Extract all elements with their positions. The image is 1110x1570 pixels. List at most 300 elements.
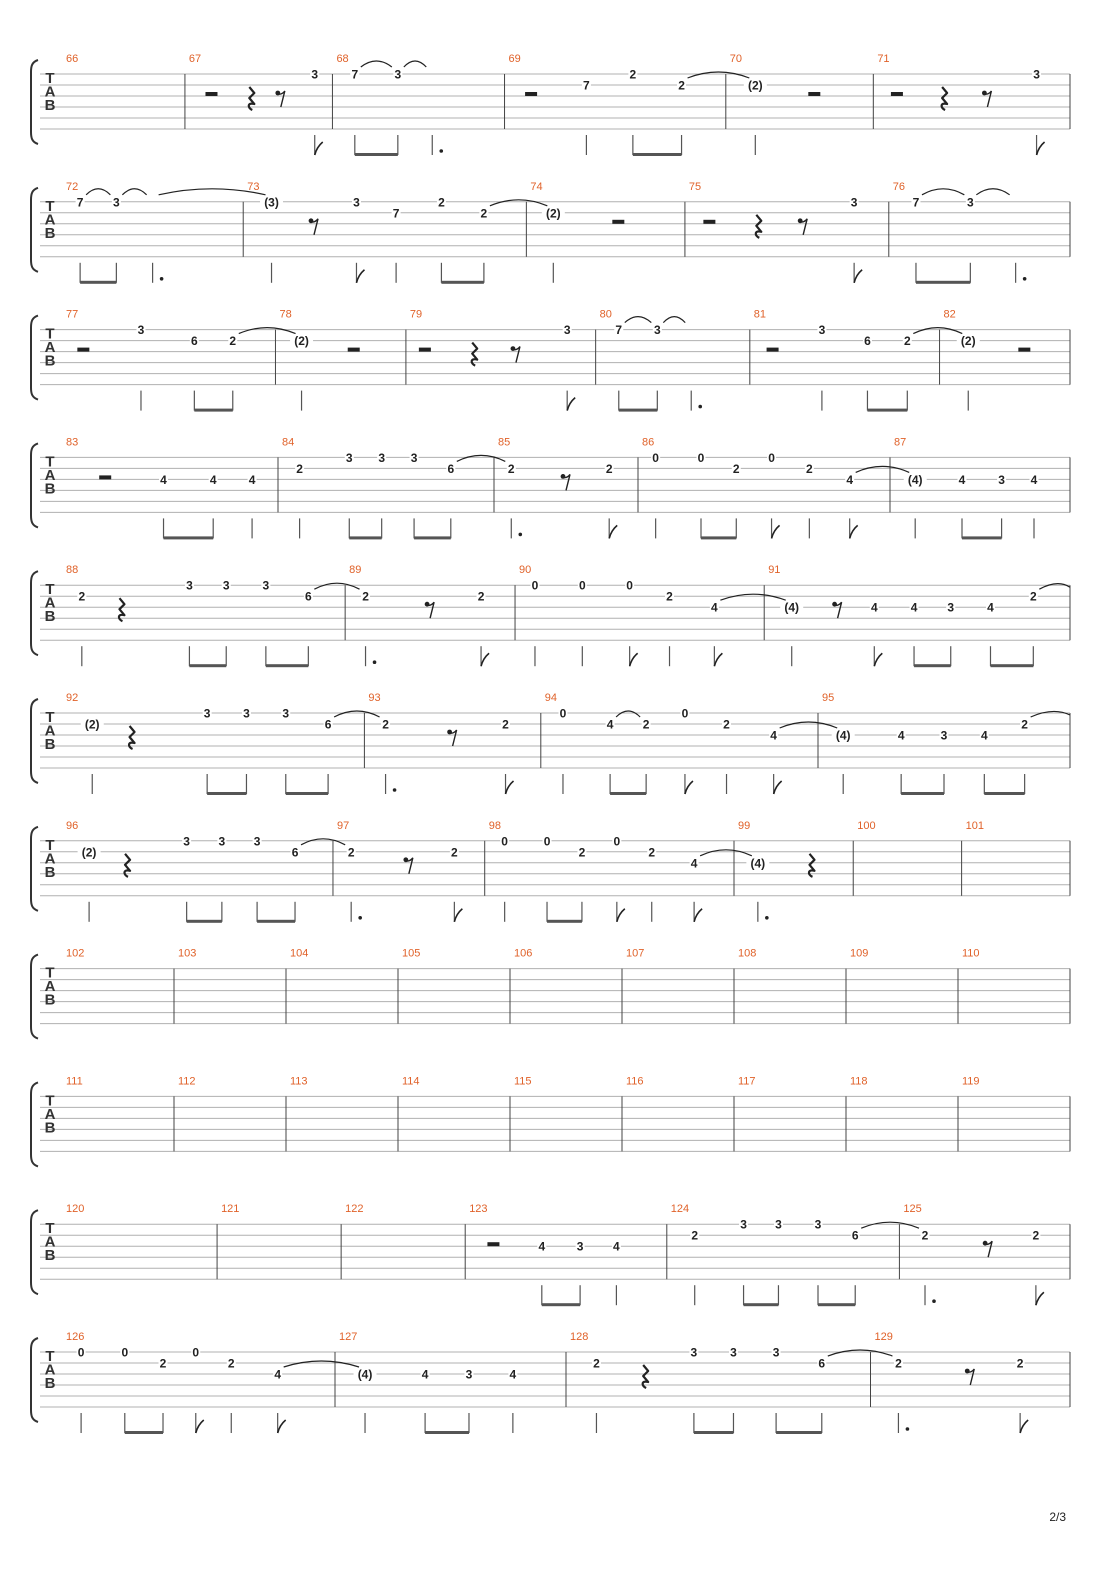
half-rest — [767, 348, 779, 352]
fret-number: 2 — [903, 334, 911, 349]
system-bracket — [31, 571, 38, 655]
fret-number: 4 — [770, 728, 777, 743]
tab-clef-letter: T — [45, 1348, 55, 1365]
fret-number: 4 — [846, 472, 854, 487]
measure — [638, 436, 858, 539]
half-rest — [77, 348, 89, 352]
measure-number: 97 — [336, 819, 350, 832]
measure — [406, 309, 575, 411]
fret-number: 2 — [347, 845, 355, 860]
measure-number: 93 — [368, 692, 381, 704]
tie — [861, 1222, 919, 1228]
fret-number: 3 — [775, 1217, 782, 1232]
note-flag — [356, 270, 364, 283]
tab-system — [31, 820, 1070, 923]
fret-number: 7 — [912, 195, 920, 210]
fret-number: 4 — [248, 472, 256, 487]
measure — [457, 436, 617, 538]
beam — [990, 664, 1033, 667]
fret-number: 4 — [613, 1239, 620, 1254]
tab-clef-letter: A — [44, 1233, 56, 1251]
tie — [490, 200, 547, 206]
fret-number: 3 — [311, 67, 319, 82]
tab-system — [31, 181, 1070, 284]
tab-clef-letter: T — [45, 709, 55, 726]
note-flag — [454, 909, 462, 922]
fret-number: 3 — [394, 67, 402, 82]
tab-clef-letter: B — [44, 224, 56, 242]
measure-number: 104 — [290, 947, 309, 960]
beam — [207, 792, 246, 795]
measure — [465, 1203, 621, 1306]
fret-number: 2 — [480, 206, 488, 221]
fret-number: 2 — [1029, 589, 1037, 604]
measure — [66, 181, 163, 284]
fret-number: 0 — [768, 450, 775, 465]
measure-number: 106 — [514, 947, 533, 960]
note-flag — [567, 398, 575, 411]
measure-number: 67 — [188, 53, 202, 65]
measure — [505, 53, 687, 156]
duration-dot — [439, 149, 443, 153]
measure — [159, 181, 489, 284]
measure-number: 89 — [349, 564, 362, 577]
note-flag — [850, 525, 858, 538]
beam — [619, 409, 658, 412]
fret-number: 4 — [980, 728, 988, 743]
tie — [361, 61, 392, 67]
tab-system — [31, 1203, 1070, 1306]
fret-number: 4 — [509, 1367, 517, 1382]
fret-number: 4 — [690, 856, 698, 871]
fret-number: 2 — [732, 461, 740, 476]
tab-system — [31, 948, 1070, 1039]
fret-number: 3 — [653, 323, 661, 338]
fret-number: 2 — [159, 1356, 167, 1371]
tie — [913, 328, 962, 334]
fret-number: 3 — [1033, 67, 1040, 82]
tab-system — [31, 692, 1070, 795]
measure-number: 120 — [66, 1203, 85, 1216]
fret-number: 2 — [507, 461, 515, 476]
fret-number: 0 — [121, 1345, 129, 1360]
measure-number: 109 — [850, 947, 869, 960]
duration-dot — [373, 660, 377, 664]
measure-number: 98 — [488, 819, 501, 832]
measure — [66, 309, 237, 412]
measure — [828, 1331, 1028, 1433]
measure — [66, 1075, 83, 1087]
beam — [901, 792, 944, 795]
measure-number: 80 — [599, 308, 612, 321]
measure — [66, 1331, 286, 1434]
measure-number: 112 — [178, 1075, 196, 1088]
fret-number: (2) — [81, 845, 97, 860]
fret-number: 0 — [626, 578, 633, 593]
measure — [66, 436, 257, 539]
beam — [984, 792, 1024, 795]
measure-number: 101 — [965, 819, 984, 832]
half-rest — [99, 475, 111, 479]
tab-clef-letter: A — [44, 1105, 56, 1123]
measure-number: 113 — [290, 1075, 308, 1088]
measure-number: 88 — [66, 564, 79, 577]
measure-number: 77 — [66, 308, 79, 321]
tab-clef-letter: B — [44, 608, 56, 626]
note-flag — [630, 653, 638, 666]
fret-number: 2 — [1021, 717, 1028, 732]
half-rest — [1018, 348, 1030, 352]
fret-number: 2 — [578, 845, 586, 860]
beam — [355, 153, 398, 156]
tie — [284, 1361, 359, 1367]
fret-number: 3 — [576, 1239, 584, 1254]
measure-number: 72 — [66, 180, 79, 193]
measure-number: 126 — [66, 1331, 85, 1343]
measure — [856, 436, 1039, 539]
beam — [633, 153, 682, 156]
tab-clef-letter: A — [44, 850, 56, 868]
duration-dot — [518, 533, 522, 537]
measure-number: 100 — [857, 819, 876, 832]
measure-number: 114 — [402, 1075, 420, 1088]
fret-number: 4 — [160, 472, 167, 487]
measure — [301, 820, 462, 922]
tab-clef-letter: A — [44, 466, 56, 484]
measure — [515, 564, 722, 666]
beam — [349, 536, 381, 539]
tab-system — [31, 309, 1070, 412]
measure-number: 124 — [670, 1203, 690, 1216]
tie — [334, 711, 379, 717]
tab-system — [31, 1075, 1070, 1166]
beam — [125, 1431, 163, 1434]
measure-number: 95 — [822, 692, 835, 704]
fret-number: 0 — [681, 706, 689, 721]
duration-dot — [932, 1299, 936, 1303]
tie — [457, 455, 505, 461]
tie — [700, 850, 752, 856]
fret-number: 3 — [243, 706, 250, 721]
tie — [663, 317, 685, 323]
page-number: 2/3 — [1049, 1510, 1066, 1524]
fret-number: 2 — [477, 589, 485, 604]
tab-clef-letter: B — [44, 1247, 56, 1265]
measure — [720, 564, 1037, 667]
measure-number: 116 — [626, 1075, 644, 1088]
system-bracket — [31, 699, 38, 783]
fret-number: 3 — [410, 450, 418, 465]
fret-number: (4) — [784, 600, 800, 615]
measure — [332, 53, 443, 156]
half-rest — [703, 220, 715, 224]
fret-number: 6 — [191, 334, 198, 349]
tie — [922, 189, 964, 195]
measure — [66, 564, 313, 667]
fret-number: 0 — [501, 834, 508, 849]
half-rest — [419, 348, 431, 352]
fret-number: 2 — [806, 461, 813, 476]
measure-number: 128 — [570, 1331, 589, 1343]
measure-number: 105 — [402, 947, 421, 960]
note-flag — [315, 142, 323, 155]
beam — [542, 1303, 580, 1306]
tab-clef-letter: A — [44, 211, 56, 229]
half-rest — [348, 348, 360, 352]
beam — [610, 792, 646, 795]
fret-number: 2 — [296, 461, 303, 476]
beam — [547, 920, 582, 923]
tab-clef-letter: T — [45, 453, 55, 471]
measure-number: 119 — [962, 1075, 980, 1088]
measure-number: 73 — [247, 180, 260, 193]
duration-dot — [906, 1427, 910, 1431]
half-rest — [205, 92, 217, 96]
beam — [257, 920, 295, 923]
fret-number: 3 — [203, 706, 211, 721]
fret-number: 2 — [382, 717, 389, 732]
tab-clef-letter: B — [44, 480, 56, 498]
measure-number: 111 — [66, 1075, 83, 1088]
fret-number: 3 — [966, 195, 974, 210]
measure — [596, 309, 702, 412]
measure — [861, 1203, 1044, 1305]
measure-number: 83 — [66, 436, 79, 449]
measure — [66, 1203, 84, 1215]
tie — [616, 711, 640, 717]
tab-clef-letter: T — [45, 70, 55, 87]
fret-number: 3 — [947, 600, 955, 615]
measure-number: 84 — [282, 436, 295, 449]
fret-number: 2 — [593, 1356, 600, 1371]
note-flag — [694, 909, 702, 922]
measure — [185, 53, 323, 155]
half-rest — [525, 92, 537, 96]
fret-number: (4) — [750, 856, 766, 871]
fret-number: (2) — [294, 334, 309, 349]
fret-number: (2) — [960, 334, 976, 349]
tab-system — [31, 53, 1070, 156]
fret-number: 4 — [1030, 472, 1038, 487]
measure — [566, 1331, 826, 1434]
fret-number: 4 — [987, 600, 994, 615]
fret-number: 3 — [262, 578, 270, 593]
fret-number: 0 — [613, 834, 621, 849]
measure-number: 71 — [877, 53, 890, 65]
measure-number: 123 — [469, 1203, 488, 1216]
beam — [694, 1431, 734, 1434]
fret-number: 3 — [218, 834, 226, 849]
note-flag — [1037, 142, 1045, 155]
duration-dot — [393, 788, 397, 792]
duration-dot — [358, 916, 362, 920]
fret-number: 4 — [421, 1367, 429, 1382]
measure-number: 117 — [738, 1075, 756, 1088]
fret-number: 0 — [578, 578, 586, 593]
measure-number: 85 — [498, 436, 511, 449]
fret-number: 0 — [77, 1345, 85, 1360]
measure-number: 86 — [642, 436, 655, 449]
measure-number: 82 — [943, 308, 956, 321]
fret-number: 3 — [998, 472, 1005, 487]
note-flag — [196, 1420, 204, 1433]
duration-dot — [765, 916, 769, 920]
tab-clef-letter: B — [44, 991, 56, 1009]
tab-system — [31, 564, 1070, 667]
fret-number: 2 — [605, 461, 613, 476]
tab-system — [31, 1331, 1070, 1434]
measure — [667, 1203, 860, 1306]
fret-number: 4 — [606, 717, 614, 732]
fret-number: 3 — [465, 1367, 473, 1382]
fret-number: 4 — [910, 600, 918, 615]
tab-clef-letter: B — [44, 1375, 56, 1392]
measure — [873, 53, 1044, 155]
measure-number: 103 — [178, 947, 197, 960]
fret-number: 2 — [78, 589, 86, 604]
fret-number: 0 — [652, 450, 659, 465]
fret-number: 2 — [666, 589, 673, 604]
system-bracket — [31, 188, 38, 272]
measure-number: 74 — [530, 180, 543, 193]
measure-number: 127 — [339, 1331, 358, 1343]
fret-number: 3 — [563, 323, 571, 338]
tab-clef-letter: T — [45, 581, 55, 599]
fret-number: 3 — [282, 706, 290, 721]
fret-number: 3 — [814, 1217, 822, 1232]
fret-number: 2 — [1032, 1228, 1040, 1243]
beam — [425, 1431, 469, 1434]
note-flag — [714, 653, 722, 666]
beam — [187, 920, 222, 923]
tab-clef-letter: T — [45, 1220, 55, 1238]
fret-number: 4 — [538, 1239, 546, 1254]
system-bracket — [31, 955, 38, 1039]
fret-number: 4 — [958, 472, 966, 487]
measure — [66, 948, 84, 960]
tie — [976, 189, 1009, 195]
system-bracket — [31, 316, 38, 400]
system-bracket — [31, 1082, 38, 1166]
measure-number: 99 — [738, 819, 751, 832]
tab-clef-letter: A — [44, 594, 56, 612]
tie — [239, 328, 296, 334]
system-bracket — [31, 1338, 38, 1422]
fret-number: (4) — [907, 472, 923, 487]
fret-number: 0 — [192, 1345, 200, 1360]
tab-clef-letter: A — [44, 978, 56, 996]
measure — [485, 820, 702, 923]
fret-number: 3 — [353, 195, 360, 210]
fret-number: 7 — [583, 78, 590, 93]
fret-number: 6 — [291, 845, 299, 860]
tab-clef-letter: T — [45, 197, 55, 215]
fret-number: 3 — [730, 1345, 737, 1360]
measure-number: 107 — [626, 947, 645, 960]
measure-number: 68 — [336, 53, 349, 65]
measure-number: 70 — [729, 53, 743, 65]
measure-number: 91 — [768, 564, 781, 577]
measure-number: 125 — [903, 1203, 922, 1216]
note-flag — [278, 1420, 286, 1433]
note-flag — [617, 909, 625, 922]
measure-number: 110 — [962, 947, 980, 960]
system-bracket — [31, 60, 38, 144]
measure-number: 81 — [753, 308, 767, 321]
measure-number: 102 — [66, 947, 85, 960]
measure — [913, 309, 1030, 411]
measure-number: 87 — [894, 436, 907, 449]
tab-clef-letter: B — [44, 1119, 56, 1137]
note-flag — [772, 525, 780, 538]
fret-number: 6 — [304, 589, 312, 604]
fret-number: 2 — [642, 717, 650, 732]
fret-number: 3 — [690, 1345, 698, 1360]
measure — [66, 820, 300, 923]
measure-number: 79 — [409, 308, 423, 321]
tie — [828, 1350, 893, 1356]
fret-number: (2) — [545, 206, 561, 221]
fret-number: (2) — [84, 717, 100, 732]
measure — [278, 436, 455, 539]
tab-clef-letter: A — [44, 722, 56, 740]
measure — [780, 692, 1029, 795]
duration-dot — [698, 405, 702, 409]
fret-number: (4) — [357, 1367, 373, 1382]
fret-number: 6 — [324, 717, 332, 732]
tie — [1031, 711, 1070, 717]
tie — [314, 583, 359, 589]
measure-number: 75 — [688, 180, 702, 193]
tab-clef-letter: B — [44, 736, 56, 753]
fret-number: 0 — [559, 706, 567, 721]
measure-number: 115 — [514, 1075, 532, 1088]
measure — [889, 181, 1027, 284]
fret-number: 2 — [227, 1356, 235, 1371]
tie — [404, 61, 426, 67]
fret-number: 6 — [851, 1228, 859, 1243]
measure — [239, 309, 360, 411]
note-flag — [1036, 1292, 1044, 1305]
tab-clef-letter: A — [44, 339, 56, 357]
tie — [625, 317, 652, 323]
fret-number: (3) — [264, 195, 279, 210]
duration-dot — [1023, 277, 1027, 281]
fret-number: 6 — [447, 461, 455, 476]
beam — [266, 664, 308, 667]
note-flag — [1020, 1420, 1028, 1433]
beam — [776, 1431, 822, 1434]
tab-clef-letter: T — [45, 325, 55, 343]
fret-number: 3 — [772, 1345, 780, 1360]
fret-number: 2 — [362, 589, 369, 604]
note-flag — [685, 781, 693, 794]
fret-number: 3 — [113, 195, 120, 210]
fret-number: 2 — [895, 1356, 902, 1371]
beam — [414, 536, 451, 539]
tab-clef-letter: A — [44, 1361, 56, 1379]
fret-number: 3 — [183, 834, 190, 849]
measure — [750, 309, 912, 412]
fret-number: 2 — [678, 78, 685, 93]
beam — [962, 536, 1002, 539]
measure-number: 122 — [345, 1203, 364, 1216]
measure-number: 69 — [508, 53, 521, 65]
fret-number: 2 — [648, 845, 656, 860]
fret-number: 2 — [1016, 1356, 1024, 1371]
measure-number: 76 — [892, 180, 906, 193]
fret-number: 4 — [897, 728, 905, 743]
